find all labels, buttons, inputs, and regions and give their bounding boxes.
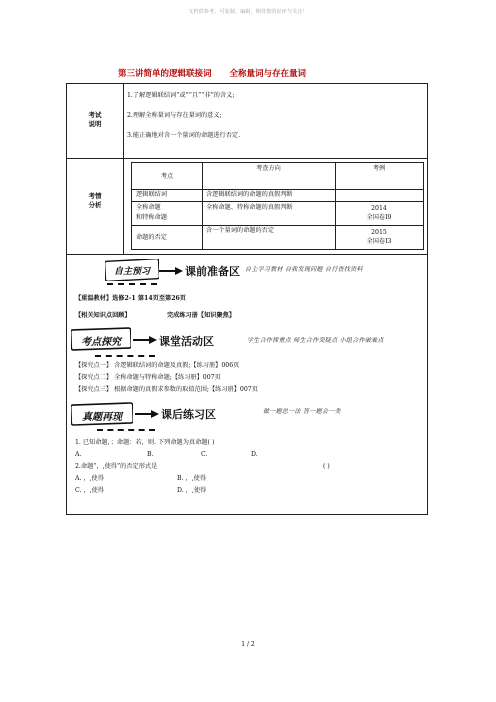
analysis-row-divider-1 [132,189,423,190]
exercise-q1: 1. 已知命题，；命题：若，则. 下列命题为真命题( ) [75,439,215,446]
analysis-row-divider-3 [132,225,423,226]
banner2-title: 课堂活动区 [159,335,214,348]
exam-desc-item-3: 3.能正确地对含一个量词的命题进行否定. [127,132,241,139]
exam-desc-label-line2: 说明 [88,120,102,128]
study-review-task: 完成练习册【知识聚焦】 [167,312,236,319]
banner1-tag-graphic [105,259,159,281]
exercise-q1-option-d: D. [251,451,258,458]
banner2-tag: 考点探究 [81,337,121,348]
header-point: 考点 [160,173,174,180]
banner1-title: 课前准备区 [185,265,240,278]
analysis-col-divider-1 [202,163,203,249]
banner3-motto: 做一题总一法 答一题会一类 [263,408,341,415]
banner1-motto: 自主学习教材 自我发现问题 自行查找资料 [245,266,363,273]
label-column-divider [123,84,124,254]
title-part-2: 全称量词与存在量词 [229,69,307,79]
exercise-q1-option-c: C. [201,451,208,458]
banner2-motto: 学生合作探重点 师生合作突疑点 小组合作破难点 [247,337,384,344]
row3-point: 命题的否定 [136,234,167,241]
exercise-q2: 2.命题“，,使得”的否定形式是 [75,463,158,470]
banner1-dash [107,283,157,285]
exercise-q2-option-b: B. ，,使得 [177,475,207,482]
row1-point: 逻辑联结词 [136,191,167,198]
banner3-tag-graphic [71,402,133,426]
exercise-q2-paren: ( ) [323,463,330,470]
analysis-label-line2: 分析 [88,201,102,209]
row3-example-year: 2015 [371,229,387,236]
banner3-dash [97,429,155,431]
exercise-q2-option-a: A. ，,使得 [75,475,104,482]
banner2-arrow-icon [133,336,157,344]
banner3-tag: 真题再现 [82,412,122,423]
exam-desc-item-1: 1.了解逻辑联结词“或”“且”“非”的含义; [127,92,235,99]
header-example: 考例 [372,165,386,172]
exercise-q1-option-a: A. [75,451,82,458]
exam-desc-label [67,111,123,129]
exercise-q2-option-d: D. ，,使得 [177,487,207,494]
row2-point-line2: 和特称命题 [136,214,167,221]
analysis-label [67,192,123,210]
analysis-table [131,162,424,250]
document-watermark-note: 文档供参考，可复制、编辑，期待您的好评与关注！ [188,9,308,15]
row2-example-source: 全国卷Ⅰ9 [366,214,392,221]
banner1-tag: 自主预习 [113,267,150,277]
banner3-title: 课后练习区 [161,408,216,421]
lesson-table [66,83,428,515]
explore-point-1: 【探究点一】 含逻辑联结词的命题及真假;【练习册】006页 [75,362,240,369]
study-textbook: 【重温教材】选修2-1 第14页至第26页 [75,295,186,302]
title-part-1: 第三讲简单的逻辑联接词 [118,69,212,79]
explore-point-2: 【探究点二】 全称命题与特称命题;【练习册】007页 [75,374,221,381]
analysis-row-divider-2 [132,201,423,202]
row2-direction: 全称命题、特称命题的真假判断 [206,204,293,211]
banner2-tag-graphic [71,327,131,351]
page-number: 1 / 2 [241,641,255,648]
divider-analysis-lesson [67,254,427,255]
row3-direction: 含一个量词的命题的否定 [206,227,275,234]
exercise-q2-option-c: C. ，,使得 [75,487,104,494]
banner2-dash [95,355,155,357]
banner3-arrow-icon [135,410,159,418]
row2-example-year: 2014 [371,205,387,212]
page-title [118,67,306,79]
analysis-label-line1: 考情 [88,192,102,200]
exam-desc-label-line1: 考试 [88,111,102,119]
row2-point: 全称命题 [136,204,161,211]
exercise-q1-option-b: B. [147,451,154,458]
row3-example-source: 全国卷Ⅰ3 [366,238,392,245]
study-review-label: 【相关知识点回顾】 [75,312,131,319]
exam-desc-item-2: 2.理解全称量词与存在量词的意义; [127,112,222,119]
banner1-arrow-icon [159,267,183,275]
row1-direction: 含逻辑联结词的命题的真假判断 [206,191,293,198]
explore-point-3: 【探究点三】 根据命题的真假求参数的取值范围;【练习册】007页 [75,386,258,393]
header-direction: 考查方向 [256,165,281,172]
divider-exam-analysis [67,158,427,159]
